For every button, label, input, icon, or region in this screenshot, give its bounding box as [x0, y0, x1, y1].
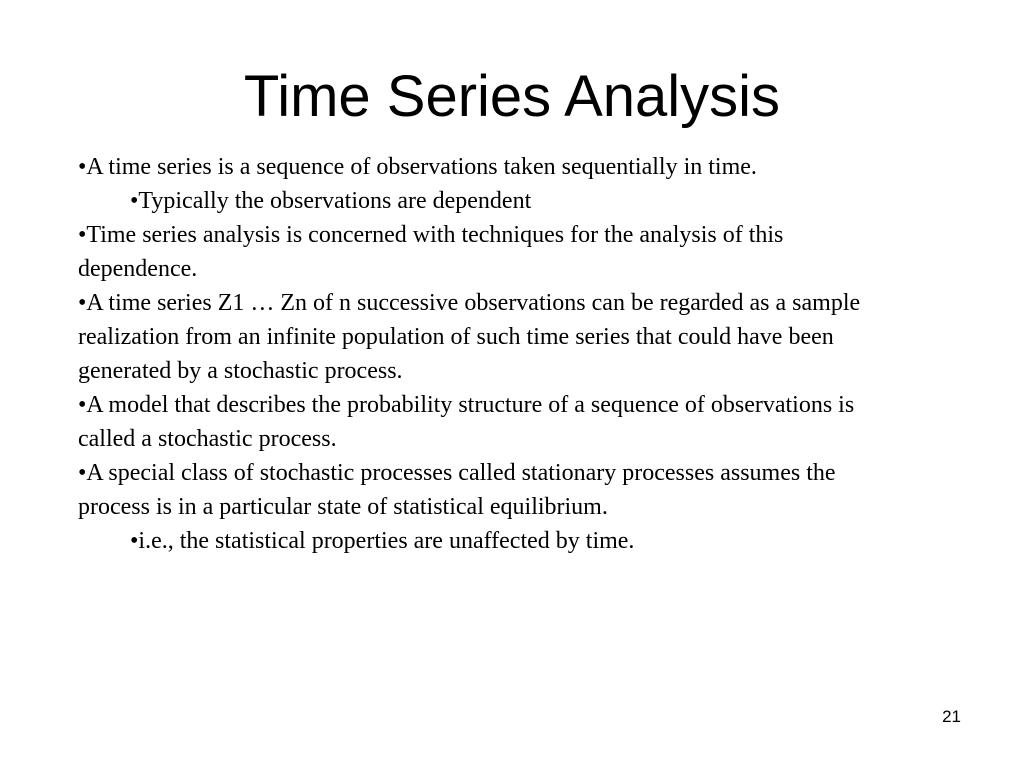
slide-body	[78, 150, 878, 558]
page-number: 21	[942, 707, 961, 726]
sub-bullet-item: •i.e., the statistical properties are unaffected by time.	[130, 528, 635, 554]
slide-title: Time Series Analysis	[243, 64, 781, 129]
bullet-item: •A time series is a sequence of observations taken sequentially in time.	[78, 154, 757, 180]
bullet-item: •A time series Z1 … Zn of n successive observations can be regarded as a sample realization from an infinite population of such time series that could have been generated by a stochastic process.	[78, 290, 861, 384]
bullet-item: •Time series analysis is concerned with techniques for the analysis of this dependence.	[78, 222, 784, 282]
bullet-item: •A special class of stochastic processes called stationary processes assumes the process is in a particular state of statistical equilibrium.	[78, 460, 836, 520]
sub-bullet-item: •Typically the observations are dependent	[130, 188, 532, 214]
bullet-item: •A model that describes the probability structure of a sequence of observations is called a stochastic process.	[78, 392, 855, 452]
